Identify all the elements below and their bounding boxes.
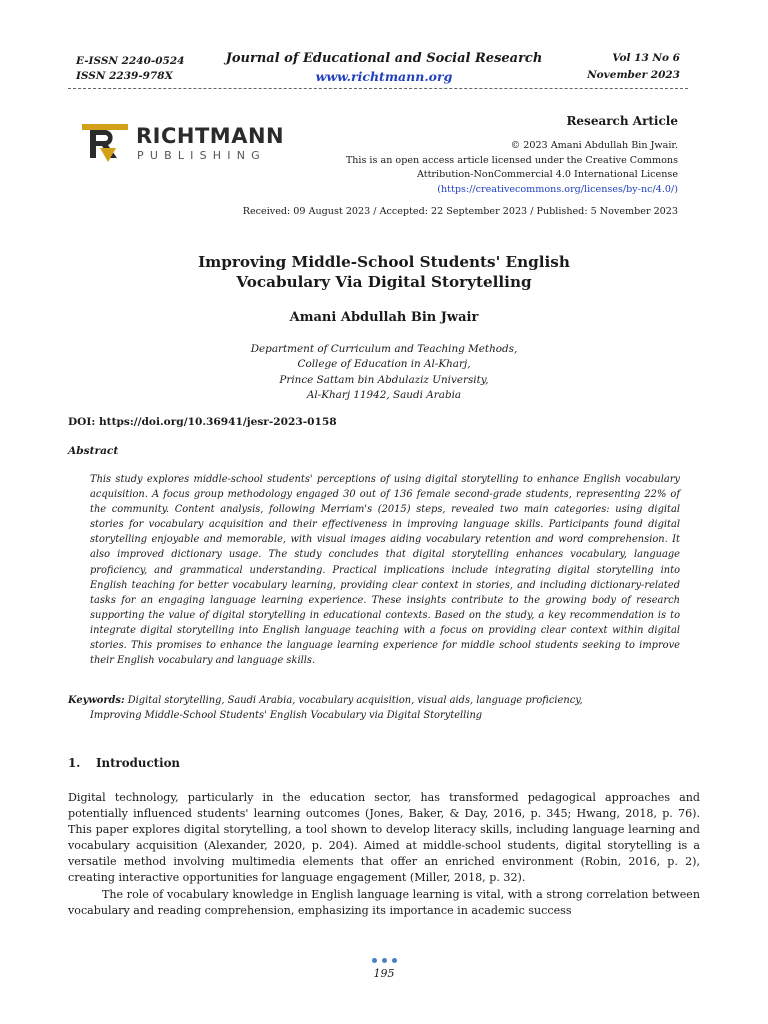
keywords-label: Keywords: [68,695,125,706]
copyright: © 2023 Amani Abdullah Bin Jwair. [510,140,678,151]
article-info [346,112,678,197]
keywords [68,693,680,723]
publisher-logo [80,118,285,166]
affiliation-line: College of Education in Al-Kharj, [297,358,471,371]
title-line1: Improving Middle-School Students' English [198,253,570,271]
richtmann-logo-icon [80,118,130,166]
affiliation [0,342,768,403]
keywords-line2: Improving Middle-School Students' English Vocabulary via Digital Storytelling [90,710,483,722]
eissn: E-ISSN 2240-0524 [76,55,185,67]
affiliation-line: Al-Kharj 11942, Saudi Arabia [306,388,462,401]
section-number: 1. [68,756,81,770]
abstract-heading: Abstract [68,445,119,457]
paragraph: The role of vocabulary knowledge in English language learning is vital, with a strong correlation between vocabulary and reading comprehension, emphasizing its importance in academic success [68,887,700,917]
author-name: Amani Abdullah Bin Jwair [289,310,479,325]
issn: ISSN 2239-978X [76,70,173,82]
logo-subtitle: PUBLISHING [137,149,266,162]
header-divider [68,88,688,89]
license-line1: This is an open access article licensed under the Creative Commons [345,154,678,166]
issue-info [587,50,680,84]
issue-date: November 2023 [587,69,680,81]
journal-title: Journal of Educational and Social Research [225,51,543,66]
license-link[interactable]: (https://creativecommons.org/licenses/by-nc/4.0/) [437,183,678,195]
license-line2: Attribution-NonCommercial 4.0 International License [416,169,678,180]
article-type: Research Article [566,114,678,128]
affiliation-line: Department of Curriculum and Teaching Methods, [250,343,518,355]
section-body [68,790,700,919]
paragraph: Digital technology, particularly in the education sector, has transformed pedagogical approaches and potentially influenced students' learning outcomes (Jones, Baker, & Day, 2016, p. 345; Hwang, 2018, p. 76). This paper explores digital storytelling, a tool shown to develop literacy skills, including language learning and vocabulary acquisition (Alexander, 2020, p. 204). Aimed at middle-school students, digital storytelling is a versatile method involving multimedia elements that offer an enriched environment (Robin, 2016, p. 2), creating interactive opportunities for language engagement (Miller, 2018, p. 32). [68,791,700,885]
affiliation-line: Prince Sattam bin Abdulaziz University, [279,373,489,386]
page-number: 195 [373,967,395,980]
section-title: Introduction [96,756,181,770]
article-dates: Received: 09 August 2023 / Accepted: 22 September 2023 / Published: 5 November 2023 [242,206,678,217]
doi[interactable]: DOI: https://doi.org/10.36941/jesr-2023-0158 [68,416,337,428]
page-ornament [0,958,768,963]
logo-name: RICHTMANN [136,124,285,148]
title-line2: Vocabulary Via Digital Storytelling [236,273,532,291]
keywords-line1: Digital storytelling, Saudi Arabia, vocabulary acquisition, visual aids, language proficiency, [127,695,583,706]
abstract-body: This study explores middle-school students' perceptions of using digital storytelling to enhance English vocabulary acquisition. A focus group methodology engaged 30 out of 136 female second-grade students, representing 22% of the community. Content analysis, following Merriam's (2015) steps, revealed two main categories: using digital stories for vocabulary acquisition and their effectiveness in improving language skills. Participants found digital storytelling enjoyable and memorable, with visual images aiding vocabulary retention and word comprehension. It also improved dictionary usage. The study concludes that digital storytelling enhances vocabulary, language proficiency, and grammatical understanding. Practical implications include integrating digital storytelling into English teaching for better vocabulary learning, providing clear context in stories, and including dictionary-related tasks for an engaging language learning experience. These insights contribute to the growing body of research supporting the value of digital storytelling in educational contexts. Based on the study, a key recommendation is to integrate digital storytelling into English language teaching with a focus on providing clear context within digital stories. This promises to enhance the language learning experience for middle school students seeking to improve their English vocabulary and language skills. [90,474,680,667]
volume: Vol 13 No 6 [612,52,680,64]
journal-url[interactable]: www.richtmann.org [315,69,453,84]
section-heading [68,756,180,770]
article-title [0,252,768,292]
